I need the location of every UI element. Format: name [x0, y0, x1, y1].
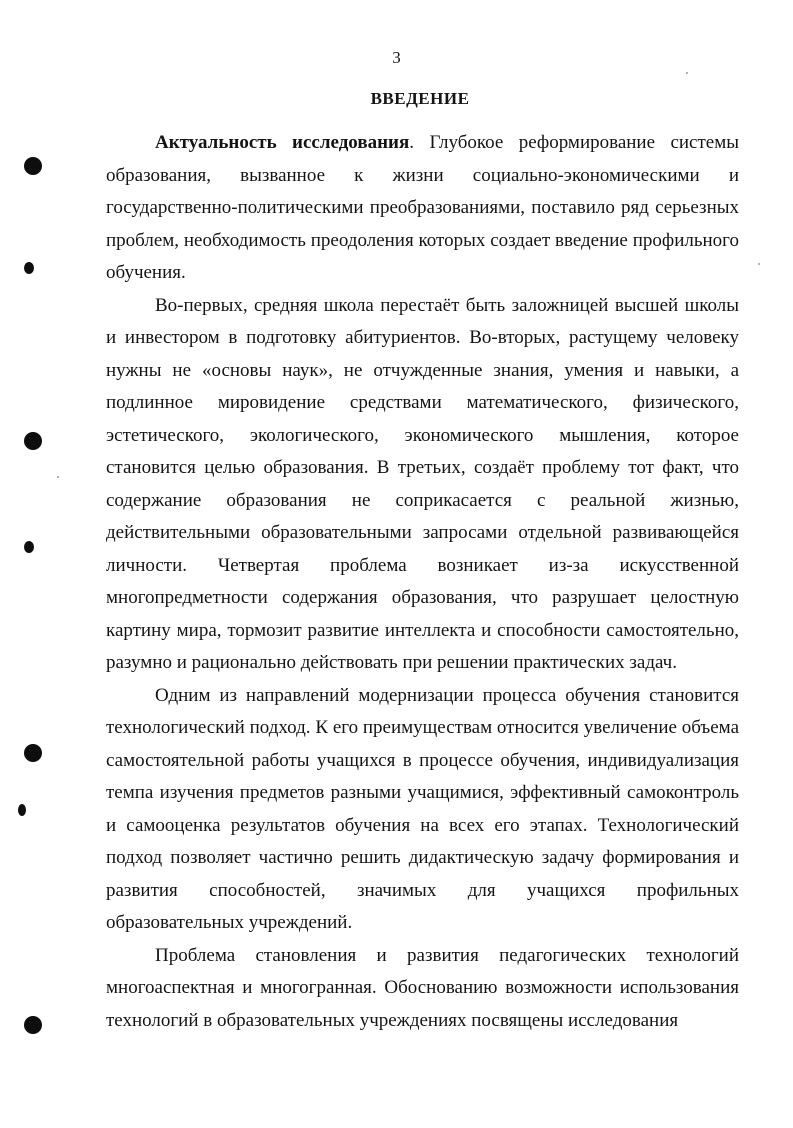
paragraph-1-lead: Актуальность исследования: [155, 132, 410, 153]
paragraph-1: [106, 127, 739, 290]
page-number: 3: [392, 48, 401, 67]
page-heading: ВВЕДЕНИЕ: [370, 89, 470, 108]
scan-speck: [758, 263, 760, 265]
paragraph-3: Одним из направлений модернизации процесса обучения становится технологический подход. К его преимуществам относится увеличение объема самостоятельной работы учащихся в процессе обучения, индивидуализация темпа изучения предметов разными учащимися, эффективный самоконтроль и самооценка результатов обучения на всех его этапах. Технологический подход позволяет частично решить дидактическую задачу формирования и развития способностей, значимых для учащихся профильных образовательных учреждений.: [106, 684, 739, 933]
scan-speck: [686, 72, 688, 74]
paragraph-2: Во-первых, средняя школа перестаёт быть заложницей высшей школы и инвестором в подготовку абитуриентов. Во-вторых, растущему человеку нужны не «основы наук», не отчужденные знания, умения и навыки, а подлинное мировидение средствами математического, физического, эстетического, экологического, экономического мышления, которое становится целью образования. В третьих, создаёт проблему тот факт, что содержание образования не соприкасается с реальной жизнью, действительными образовательными запросами отдельной развивающейся личности. Четвертая проблема возникает из-за искусственной многопредметности содержания образования, что разрушает целостную картину мира, тормозит развитие интеллекта и способности самостоятельно, разумно и рационально действовать при решении практических задач.: [106, 294, 739, 673]
paragraph-4: Проблема становления и развития педагогических технологий многоаспектная и многогранная. Обоснованию возможности использования технологий в образовательных учреждениях посвящены исследования: [106, 944, 739, 1031]
binder-hole-mark: [24, 432, 42, 450]
paragraph-1-text: . Глубокое реформирование системы образования, вызванное к жизни социально-экономическими и государственно-политическими преобразованиями, поставило ряд серьезных проблем, необходимость преодоления которых создает введение профильного обучения.: [106, 132, 739, 283]
binder-hole-mark: [24, 1016, 42, 1034]
binder-hole-mark: [24, 541, 34, 553]
binder-hole-mark: [18, 804, 26, 816]
binder-hole-mark: [24, 262, 34, 274]
binder-hole-mark: [24, 744, 42, 762]
binder-hole-mark: [24, 157, 42, 175]
scan-speck: [57, 476, 59, 478]
body-text: [106, 127, 739, 1037]
